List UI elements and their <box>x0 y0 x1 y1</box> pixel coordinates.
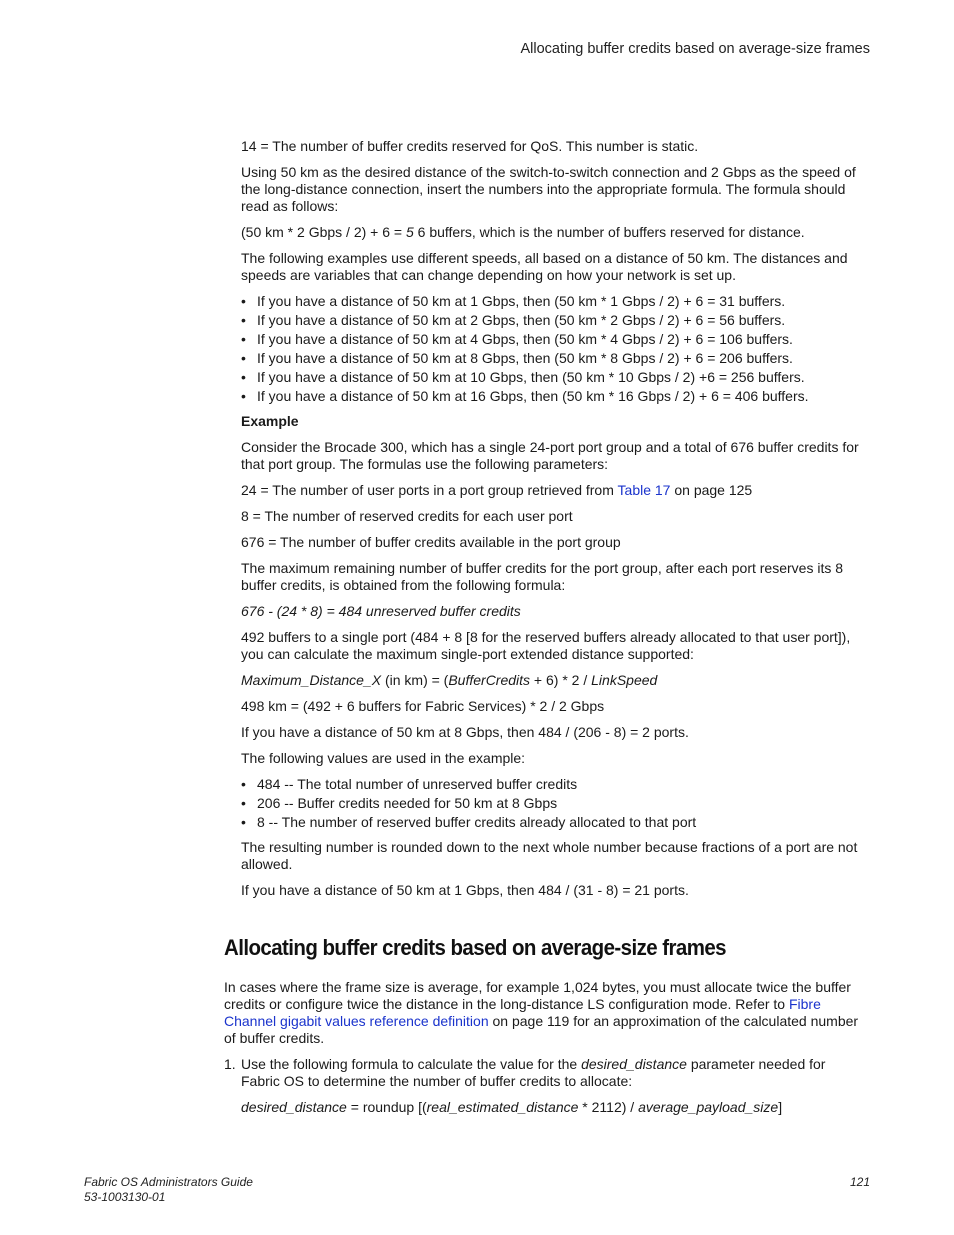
body-content <box>241 138 866 908</box>
values-intro: The following values are used in the example: <box>241 750 526 766</box>
list-item: • If you have a distance of 50 km at 16 Gbps, then (50 km * 16 Gbps / 2) + 6 = 406 buffers. <box>241 388 866 405</box>
speeds-intro: The following examples use different speeds, all based on a distance of 50 km. The distances and speeds are variables that can change depending on how your network is set up. <box>241 250 848 283</box>
page-number: 121 <box>849 1175 870 1189</box>
reserved-credits-parameter: 8 = The number of reserved credits for each user port <box>241 508 573 524</box>
list-item: • 484 -- The total number of unreserved buffer credits <box>241 776 866 793</box>
section-heading: Allocating buffer credits based on average-size frames <box>224 935 727 960</box>
section-intro: In cases where the frame size is average, for example 1,024 bytes, you must allocate twice the buffer credits or configure twice the distance in the long-distance LS configuration mode. Refer to Fibre Channel gigabit values reference definition on page 119 for an approximation of the calculated number of buffer credits. <box>224 979 859 1046</box>
max-distance-formula: Maximum_Distance_X (in km) = (BufferCredits + 6) * 2 / LinkSpeed <box>241 672 658 688</box>
list-item: • If you have a distance of 50 km at 2 Gbps, then (50 km * 2 Gbps / 2) + 6 = 56 buffers. <box>241 312 866 329</box>
section-content <box>224 979 866 1125</box>
unreserved-formula: 676 - (24 * 8) = 484 unreserved buffer credits <box>241 603 521 619</box>
list-item: • If you have a distance of 50 km at 8 Gbps, then (50 km * 8 Gbps / 2) + 6 = 206 buffers. <box>241 350 866 367</box>
qos-credits-paragraph: 14 = The number of buffer credits reserved for QoS. This number is static. <box>241 138 699 154</box>
footer-doc-title: Fabric OS Administrators Guide <box>84 1175 253 1189</box>
desired-distance-formula: desired_distance = roundup [(real_estimated_distance * 2112) / average_payload_size] <box>241 1099 783 1115</box>
running-header: Allocating buffer credits based on average-size frames <box>520 41 870 57</box>
rounding-paragraph: The resulting number is rounded down to the next whole number because fractions of a port are not allowed. <box>241 839 858 872</box>
values-list <box>241 776 866 831</box>
distance-formula-example: (50 km * 2 Gbps / 2) + 6 = 5 6 buffers, which is the number of buffers reserved for distance. <box>241 224 805 240</box>
list-item: • 206 -- Buffer credits needed for 50 km at 8 Gbps <box>241 795 866 812</box>
footer-doc-number: 53-1003130-01 <box>84 1190 166 1204</box>
single-port-paragraph: 492 buffers to a single port (484 + 8 [8 for the reserved buffers already allocated to that user port]), you can calculate the maximum single-port extended distance supported: <box>241 629 851 662</box>
ports-example-8gbps: If you have a distance of 50 km at 8 Gbps, then 484 / (206 - 8) = 2 ports. <box>241 724 689 740</box>
step-1 <box>224 1056 866 1116</box>
list-item: • If you have a distance of 50 km at 4 Gbps, then (50 km * 4 Gbps / 2) + 6 = 106 buffers. <box>241 331 866 348</box>
user-ports-parameter: 24 = The number of user ports in a port group retrieved from Table 17 on page 125 <box>241 482 753 498</box>
list-item: • If you have a distance of 50 km at 1 Gbps, then (50 km * 1 Gbps / 2) + 6 = 31 buffers. <box>241 293 866 310</box>
step-number: 1. <box>224 1056 236 1072</box>
max-distance-example: 498 km = (492 + 6 buffers for Fabric Services) * 2 / 2 Gbps <box>241 698 605 714</box>
list-item: • 8 -- The number of reserved buffer credits already allocated to that port <box>241 814 866 831</box>
step-1-text: Use the following formula to calculate the value for the desired_distance parameter needed for Fabric OS to determine the number of buffer credits to allocate: <box>241 1056 826 1089</box>
distance-formula-intro: Using 50 km as the desired distance of the switch-to-switch connection and 2 Gbps as the speed of the long-distance connection, insert the numbers into the appropriate formula. The formula should read as follows: <box>241 164 856 214</box>
example-heading: Example <box>241 413 299 429</box>
fibre-channel-reference-link[interactable]: Fibre Channel gigabit values reference definition <box>224 996 821 1029</box>
remaining-credits-paragraph: The maximum remaining number of buffer credits for the port group, after each port reserves its 8 buffer credits, is obtained from the following formula: <box>241 560 844 593</box>
table-17-link[interactable]: Table 17 <box>617 482 671 498</box>
speed-examples-list <box>241 293 866 405</box>
ports-example-1gbps: If you have a distance of 50 km at 1 Gbps, then 484 / (31 - 8) = 21 ports. <box>241 882 689 898</box>
footer-doc-info <box>84 1175 253 1205</box>
brocade-example-paragraph: Consider the Brocade 300, which has a single 24-port port group and a total of 676 buffer credits for that port group. The formulas use the following parameters: <box>241 439 859 472</box>
list-item: • If you have a distance of 50 km at 10 Gbps, then (50 km * 10 Gbps / 2) +6 = 256 buffers. <box>241 369 866 386</box>
available-credits-parameter: 676 = The number of buffer credits available in the port group <box>241 534 621 550</box>
